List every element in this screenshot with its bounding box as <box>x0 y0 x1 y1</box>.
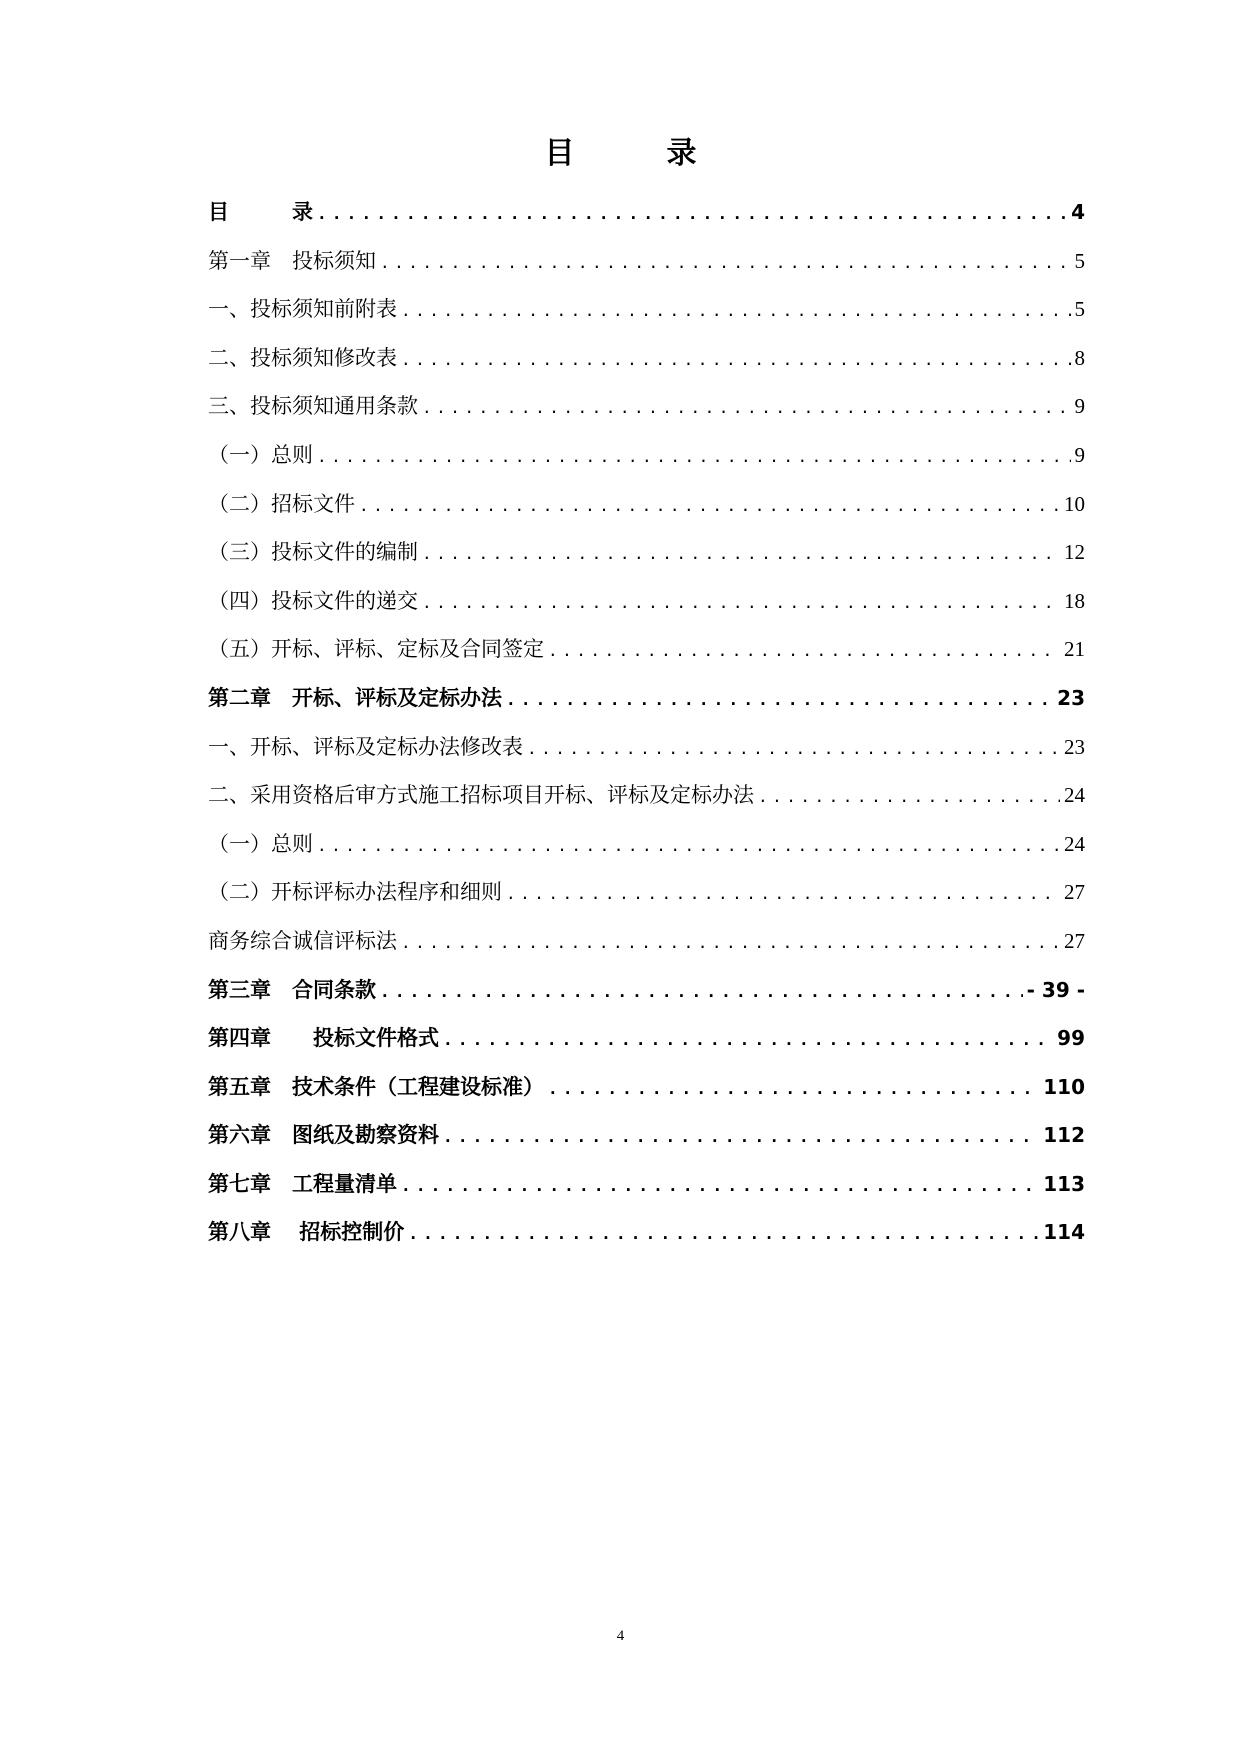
page-title <box>0 128 1241 172</box>
toc-entry[interactable] <box>208 585 1085 634</box>
page-title-left: 目 <box>544 136 575 171</box>
toc-entry[interactable] <box>208 828 1085 877</box>
toc-entry-page[interactable]: 8 <box>1074 345 1085 370</box>
toc-dot-leader <box>422 544 1060 563</box>
toc-entry-page[interactable]: 10 <box>1064 491 1085 516</box>
toc-entry-title[interactable]: 一、投标须知前附表 <box>208 297 397 322</box>
toc-entry-title[interactable]: 目 录 <box>208 199 313 224</box>
toc-dot-leader <box>359 496 1060 515</box>
toc-entry-title[interactable]: （三）投标文件的编制 <box>208 540 418 565</box>
toc-entry-title[interactable]: 第五章 技术条件（工程建设标准） <box>208 1073 544 1099</box>
page-title-right: 录 <box>666 136 697 171</box>
toc-entry[interactable] <box>208 731 1085 780</box>
toc-entry-page[interactable]: 99 <box>1057 1026 1085 1051</box>
toc-dot-leader <box>506 690 1053 709</box>
toc-entry-page[interactable]: 5 <box>1074 297 1085 322</box>
toc-dot-leader <box>506 884 1060 903</box>
toc-entry[interactable] <box>208 390 1085 439</box>
toc-dot-leader <box>401 1176 1039 1195</box>
toc-entry[interactable] <box>208 779 1085 828</box>
toc-entry-page[interactable]: 23 <box>1057 685 1085 710</box>
toc-dot-leader <box>443 1127 1039 1146</box>
toc-entry-title[interactable]: 第八章 招标控制价 <box>208 1219 405 1245</box>
toc-entry[interactable] <box>208 342 1085 391</box>
toc-dot-leader <box>317 204 1067 223</box>
toc-entry-title[interactable]: 二、采用资格后审方式施工招标项目开标、评标及定标办法 <box>208 783 754 808</box>
toc-entry-title[interactable]: 第三章 合同条款 <box>208 976 376 1002</box>
toc-entry-title[interactable]: （一）总则 <box>208 442 313 467</box>
toc-entry[interactable] <box>208 682 1085 731</box>
toc-entry[interactable] <box>208 293 1085 342</box>
table-of-contents <box>208 196 1085 1265</box>
toc-entry[interactable] <box>208 439 1085 488</box>
toc-entry[interactable] <box>208 1022 1085 1071</box>
page-number: 4 <box>616 1628 625 1644</box>
toc-entry-title[interactable]: 第七章 工程量清单 <box>208 1170 397 1196</box>
toc-entry-page[interactable]: 110 <box>1043 1074 1085 1099</box>
toc-dot-leader <box>443 1030 1053 1049</box>
toc-dot-leader <box>408 1224 1039 1243</box>
toc-entry-page[interactable]: 21 <box>1064 637 1085 662</box>
toc-entry[interactable] <box>208 245 1085 294</box>
toc-entry-page[interactable]: 9 <box>1074 394 1085 419</box>
toc-entry[interactable] <box>208 1216 1085 1265</box>
toc-entry[interactable] <box>208 1168 1085 1217</box>
toc-entry-title[interactable]: 第四章 投标文件格式 <box>208 1025 439 1051</box>
toc-dot-leader <box>317 836 1060 855</box>
toc-entry-page[interactable]: 113 <box>1043 1171 1085 1196</box>
toc-entry-title[interactable]: （二）开标评标办法程序和细则 <box>208 880 502 905</box>
toc-entry-page[interactable]: 12 <box>1064 540 1085 565</box>
toc-entry-page[interactable]: 23 <box>1064 734 1085 759</box>
toc-entry-title[interactable]: 第一章 投标须知 <box>208 248 376 273</box>
toc-entry[interactable] <box>208 925 1085 974</box>
toc-entry[interactable] <box>208 536 1085 585</box>
toc-entry-page[interactable]: 9 <box>1074 442 1085 467</box>
toc-entry[interactable] <box>208 488 1085 537</box>
toc-dot-leader <box>401 933 1060 952</box>
toc-entry-title[interactable]: 三、投标须知通用条款 <box>208 394 418 419</box>
toc-entry-title[interactable]: 二、投标须知修改表 <box>208 345 397 370</box>
toc-entry-title[interactable]: 第二章 开标、评标及定标办法 <box>208 684 502 710</box>
toc-entry-page[interactable]: 27 <box>1064 928 1085 953</box>
toc-entry-page[interactable]: 27 <box>1064 880 1085 905</box>
toc-dot-leader <box>758 787 1060 806</box>
toc-entry-title[interactable]: 第六章 图纸及勘察资料 <box>208 1122 439 1148</box>
toc-entry[interactable] <box>208 974 1085 1023</box>
toc-dot-leader <box>380 253 1071 272</box>
toc-entry[interactable] <box>208 876 1085 925</box>
toc-entry-title[interactable]: （五）开标、评标、定标及合同签定 <box>208 637 544 662</box>
toc-dot-leader <box>548 641 1060 660</box>
toc-entry[interactable] <box>208 1071 1085 1120</box>
toc-dot-leader <box>548 1079 1039 1098</box>
toc-entry-page[interactable]: 24 <box>1064 783 1085 808</box>
toc-entry[interactable] <box>208 633 1085 682</box>
toc-dot-leader <box>527 739 1060 758</box>
toc-entry-page[interactable]: 24 <box>1064 831 1085 856</box>
toc-entry-page[interactable]: 112 <box>1043 1123 1085 1148</box>
toc-entry-page[interactable]: 4 <box>1071 200 1085 224</box>
toc-dot-leader <box>401 350 1071 369</box>
toc-dot-leader <box>422 398 1071 417</box>
toc-dot-leader <box>422 593 1060 612</box>
toc-entry-title[interactable]: （二）招标文件 <box>208 491 355 516</box>
toc-dot-leader <box>401 301 1071 320</box>
toc-entry-page[interactable]: 18 <box>1064 588 1085 613</box>
toc-entry-title[interactable]: 商务综合诚信评标法 <box>208 928 397 953</box>
toc-entry-title[interactable]: （四）投标文件的递交 <box>208 588 418 613</box>
toc-entry-page[interactable]: 5 <box>1074 248 1085 273</box>
toc-dot-leader <box>317 447 1071 466</box>
toc-entry-page[interactable]: - 39 - <box>1026 977 1085 1002</box>
toc-entry-page[interactable]: 114 <box>1043 1220 1085 1245</box>
toc-entry-title[interactable]: 一、开标、评标及定标办法修改表 <box>208 734 523 759</box>
toc-entry[interactable] <box>208 1119 1085 1168</box>
toc-entry[interactable] <box>208 196 1085 245</box>
toc-dot-leader <box>380 982 1023 1001</box>
toc-entry-title[interactable]: （一）总则 <box>208 831 313 856</box>
